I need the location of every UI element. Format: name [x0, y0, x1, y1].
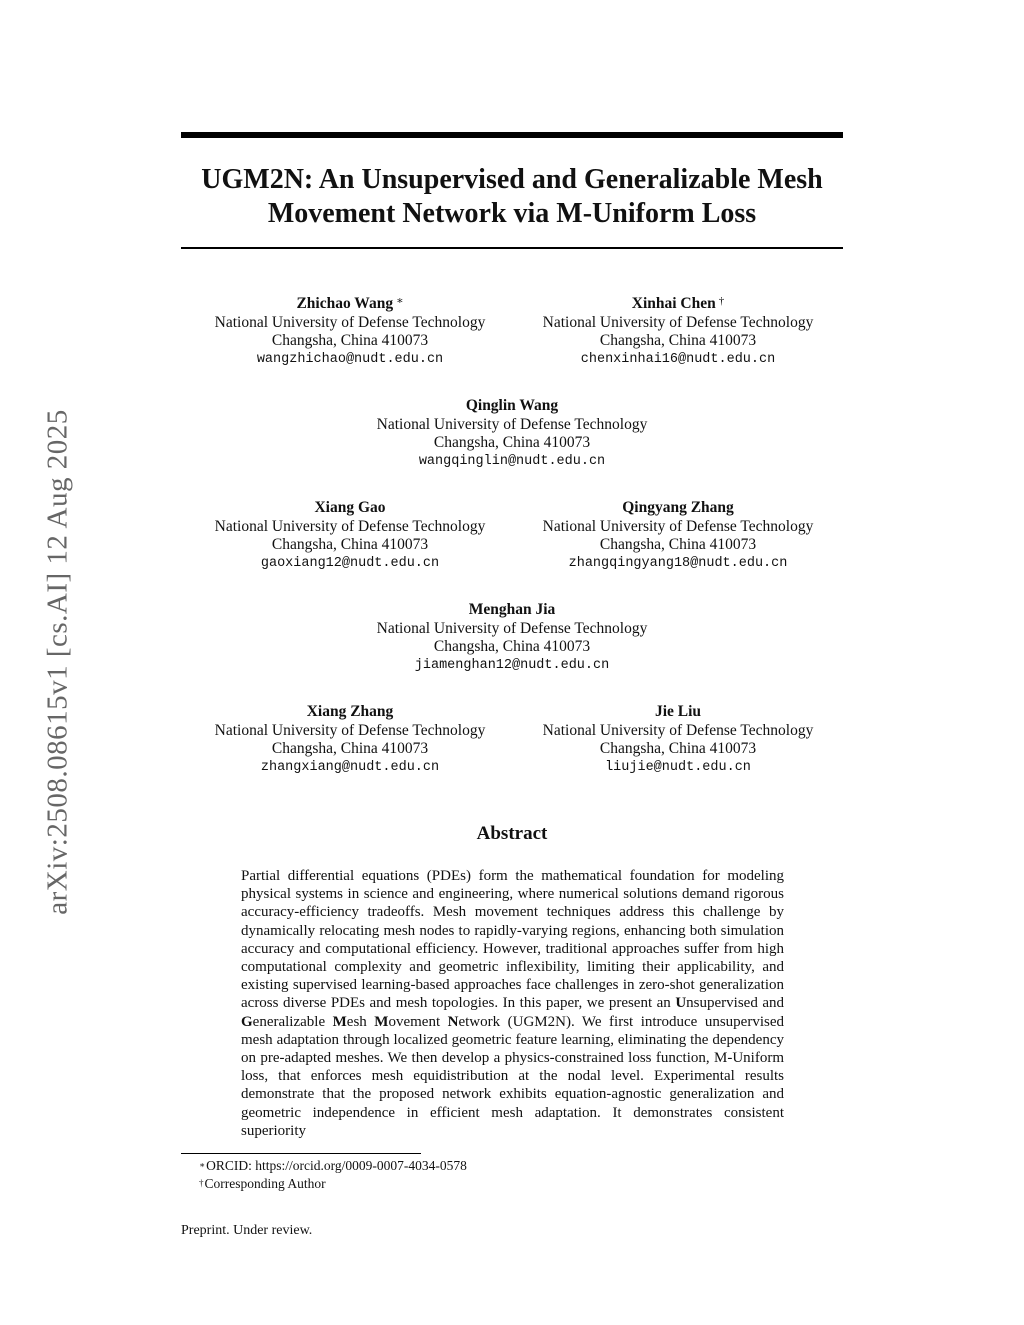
abstract-body: [241, 867, 784, 1140]
acronym-word-rest: ovement: [388, 1013, 448, 1030]
author-block: [518, 295, 838, 369]
author-block: [518, 499, 838, 573]
author-block: [352, 397, 672, 471]
author-email[interactable]: zhangqingyang18@nudt.edu.cn: [568, 555, 788, 571]
footnote-mark: †: [199, 1178, 204, 1188]
footnote-divider: [181, 1153, 421, 1154]
footnote-mark: ∗: [199, 1160, 206, 1170]
acronym-word-rest: nsupervised and: [686, 995, 784, 1012]
author-name: Xiang Zhang: [306, 703, 394, 720]
acronym-initial: U: [675, 995, 687, 1012]
author-affiliation: National University of Defense Technology: [542, 517, 814, 535]
author-affiliation: National University of Defense Technology: [376, 415, 648, 433]
author-name: Menghan Jia: [468, 601, 556, 618]
author-email[interactable]: gaoxiang12@nudt.edu.cn: [260, 555, 440, 571]
author-block: [352, 601, 672, 675]
author-block: [190, 295, 510, 369]
acronym-word-rest: etwork: [458, 1013, 501, 1030]
author-email[interactable]: wangzhichao@nudt.edu.cn: [256, 351, 444, 367]
footnote-orcid: [199, 1157, 467, 1175]
author-location: Changsha, China 410073: [433, 434, 591, 451]
author-footnote-mark: ∗: [396, 295, 404, 307]
author-location: Changsha, China 410073: [271, 332, 429, 349]
abstract-text-part-2: (UGM2N). We first introduce unsupervised mesh adaptation through localized geometric feature learning, eliminating the dependency on pre-adapted meshes. We then develop a physics-constrained loss function, M-Uniform loss, that enforces mesh equidistribution at the nodal level. Experimental results demonstrate that the proposed network exhibits equation-agnostic generalization and geometric independence in efficient mesh adaptation. It demonstrates consistent superiority: [241, 1013, 784, 1139]
acronym-initial: M: [332, 1013, 347, 1030]
author-footnote-mark: †: [718, 295, 725, 307]
author-name: Jie Liu: [654, 703, 702, 720]
author-location: Changsha, China 410073: [599, 740, 757, 757]
footnotes: [199, 1157, 467, 1193]
author-location: Changsha, China 410073: [599, 536, 757, 553]
arxiv-identifier: arXiv:2508.08615v1 [cs.AI] 12 Aug 2025: [41, 409, 74, 915]
author-block: [190, 703, 510, 777]
author-location: Changsha, China 410073: [433, 638, 591, 655]
acronym-initial: M: [374, 1013, 389, 1030]
author-affiliation: National University of Defense Technology: [542, 313, 814, 331]
author-email[interactable]: wangqinglin@nudt.edu.cn: [418, 453, 606, 469]
author-email[interactable]: liujie@nudt.edu.cn: [605, 759, 751, 775]
author-name: Zhichao Wang ∗: [296, 295, 404, 312]
abstract-text-part-1: Partial differential equations (PDEs) form the mathematical foundation for modeling physical systems in science and engineering, where numerical solutions demand rigorous accuracy-efficiency tradeoffs. Mesh movement techniques address this challenge by dynamically relocating mesh nodes to rapidly-varying regions, enhancing both simulation accuracy and computational efficiency. However, traditional approaches suffer from high computational complexity and geometric inflexibility, limiting their applicability, and existing supervised learning-based approaches face challenges in zero-shot generalization across diverse PDEs and mesh topologies. In this paper, we present an: [241, 868, 784, 1012]
title-line-1: UGM2N: An Unsupervised and Generalizable Mesh: [201, 164, 823, 195]
acronym-word-rest: esh: [346, 1013, 375, 1030]
author-name: Xiang Gao: [314, 499, 386, 516]
footnote-corresponding: [199, 1175, 467, 1193]
author-affiliation: National University of Defense Technology: [214, 517, 486, 535]
paper-title: [181, 163, 843, 231]
author-block: [190, 499, 510, 573]
author-affiliation: National University of Defense Technology: [542, 721, 814, 739]
author-name: Xinhai Chen †: [631, 295, 725, 312]
acronym-initial: N: [447, 1013, 459, 1030]
abstract-heading: Abstract: [476, 823, 548, 844]
author-affiliation: National University of Defense Technology: [376, 619, 648, 637]
acronym-word-rest: eneralizable: [252, 1013, 333, 1030]
footnote-text: Corresponding Author: [204, 1176, 326, 1191]
title-line-2: Movement Network via M-Uniform Loss: [267, 198, 757, 229]
title-bottom-rule: [181, 247, 843, 249]
author-email[interactable]: chenxinhai16@nudt.edu.cn: [580, 351, 776, 367]
acronym-initial: G: [241, 1013, 253, 1030]
title-top-rule: [181, 132, 843, 138]
footnote-text[interactable]: ORCID: https://orcid.org/0009-0007-4034-0578: [206, 1158, 467, 1173]
author-email[interactable]: zhangxiang@nudt.edu.cn: [260, 759, 440, 775]
author-location: Changsha, China 410073: [271, 536, 429, 553]
author-affiliation: National University of Defense Technology: [214, 721, 486, 739]
author-block: [518, 703, 838, 777]
preprint-notice: Preprint. Under review.: [181, 1223, 313, 1238]
author-name: Qinglin Wang: [465, 397, 559, 414]
author-name: Qingyang Zhang: [622, 499, 734, 516]
author-email[interactable]: jiamenghan12@nudt.edu.cn: [414, 657, 610, 673]
author-location: Changsha, China 410073: [599, 332, 757, 349]
author-location: Changsha, China 410073: [271, 740, 429, 757]
author-affiliation: National University of Defense Technology: [214, 313, 486, 331]
